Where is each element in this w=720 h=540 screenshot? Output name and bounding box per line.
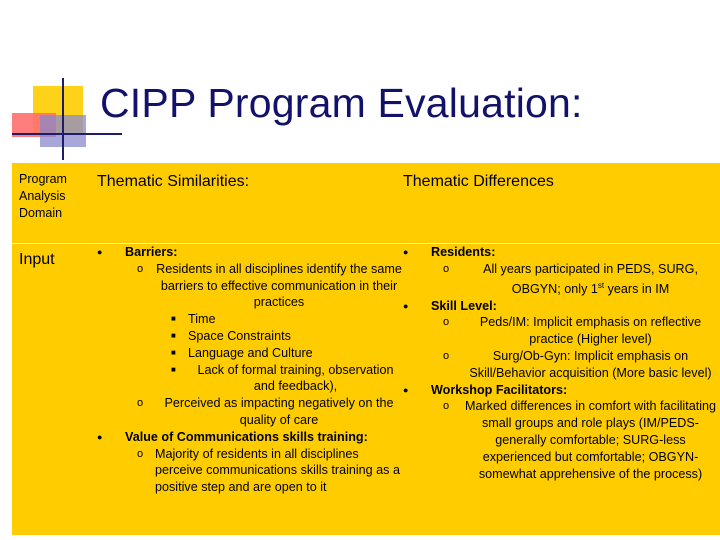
skill-sub1: Peds/IM: Implicit emphasis on reflective practice (Higher level) [479,315,702,347]
evaluation-table [12,163,720,535]
barrier-time: Time [188,312,216,327]
sub-item [125,395,403,429]
skill-label: Skill Level: [431,298,497,313]
residents-sub1: All years participated in PEDS, SURG, OBGYN; only 1st years in IM [483,261,698,296]
bullet-icon: ● [97,431,103,442]
list-item-barriers [97,244,403,429]
sub-item [431,261,720,298]
differences-cell [403,244,720,536]
title-decoration-vertical-line [62,78,64,160]
barriers-sub1: Residents in all disciplines identify the same barriers to effective communication in their practices [156,261,402,310]
value-label: Value of Communications skills training: [125,429,368,444]
title-decoration-horizontal-line [12,133,122,135]
sub-sub-item [125,311,403,328]
slide-title: CIPP Program Evaluation: [100,80,583,126]
square-bullet-icon: ■ [171,330,176,340]
circle-bullet-icon: o [443,400,450,413]
similarities-cell [97,244,403,536]
circle-bullet-icon: o [443,349,450,362]
square-bullet-icon: ■ [171,364,176,374]
workshop-label: Workshop Facilitators: [431,382,568,397]
circle-bullet-icon: o [443,262,450,275]
square-bullet-icon: ■ [171,314,176,324]
barrier-space: Space Constraints [188,328,291,343]
sub-sub-item [125,328,403,345]
barriers-label: Barriers: [125,245,178,259]
bullet-icon: ● [403,300,409,311]
list-item-skill-level [403,298,720,382]
sub-item [125,446,403,496]
list-item-value [97,429,403,496]
square-bullet-icon: ■ [171,347,176,357]
value-sub1: Majority of residents in all disciplines perceive communications skills training as a positive step and are open to it [155,446,400,495]
circle-bullet-icon: o [137,262,144,275]
residents-label: Residents: [431,245,496,259]
sub-item [431,348,720,382]
circle-bullet-icon: o [443,316,450,329]
bullet-icon: ● [403,384,409,395]
workshop-sub1: Marked differences in comfort with facilitating small groups and role plays (IM/PEDS-generally comfortable; SURG-less experienced but comfortable; OBGYN-somewhat apprehensive of the process) [464,399,717,481]
barriers-sub2: Perceived as impacting negatively on the quality of care [164,396,394,427]
list-item-residents [403,244,720,298]
list-item-workshop [403,382,720,483]
sub-sub-item [125,345,403,362]
row-domain-label: Input [19,251,55,268]
circle-bullet-icon: o [137,447,144,460]
barrier-language: Language and Culture [188,345,313,360]
table-row-input [12,244,720,536]
sub-item [431,314,720,348]
header-thematic-differences: Thematic Differences [403,163,720,244]
circle-bullet-icon: o [137,397,144,410]
skill-sub2: Surg/Ob-Gyn: Implicit emphasis on Skill/Behavior acquisition (More basic level) [469,348,712,380]
sub-item [125,261,403,311]
header-program-analysis-domain: Program Analysis Domain [12,163,97,244]
header-thematic-similarities: Thematic Similarities: [97,163,403,244]
bullet-icon: ● [403,247,409,257]
sub-sub-item [125,362,403,396]
bullet-icon: ● [97,247,103,257]
table-header-row [12,163,720,244]
barrier-training: Lack of formal training, observation and feedback), [197,362,394,394]
sub-item [431,398,720,482]
